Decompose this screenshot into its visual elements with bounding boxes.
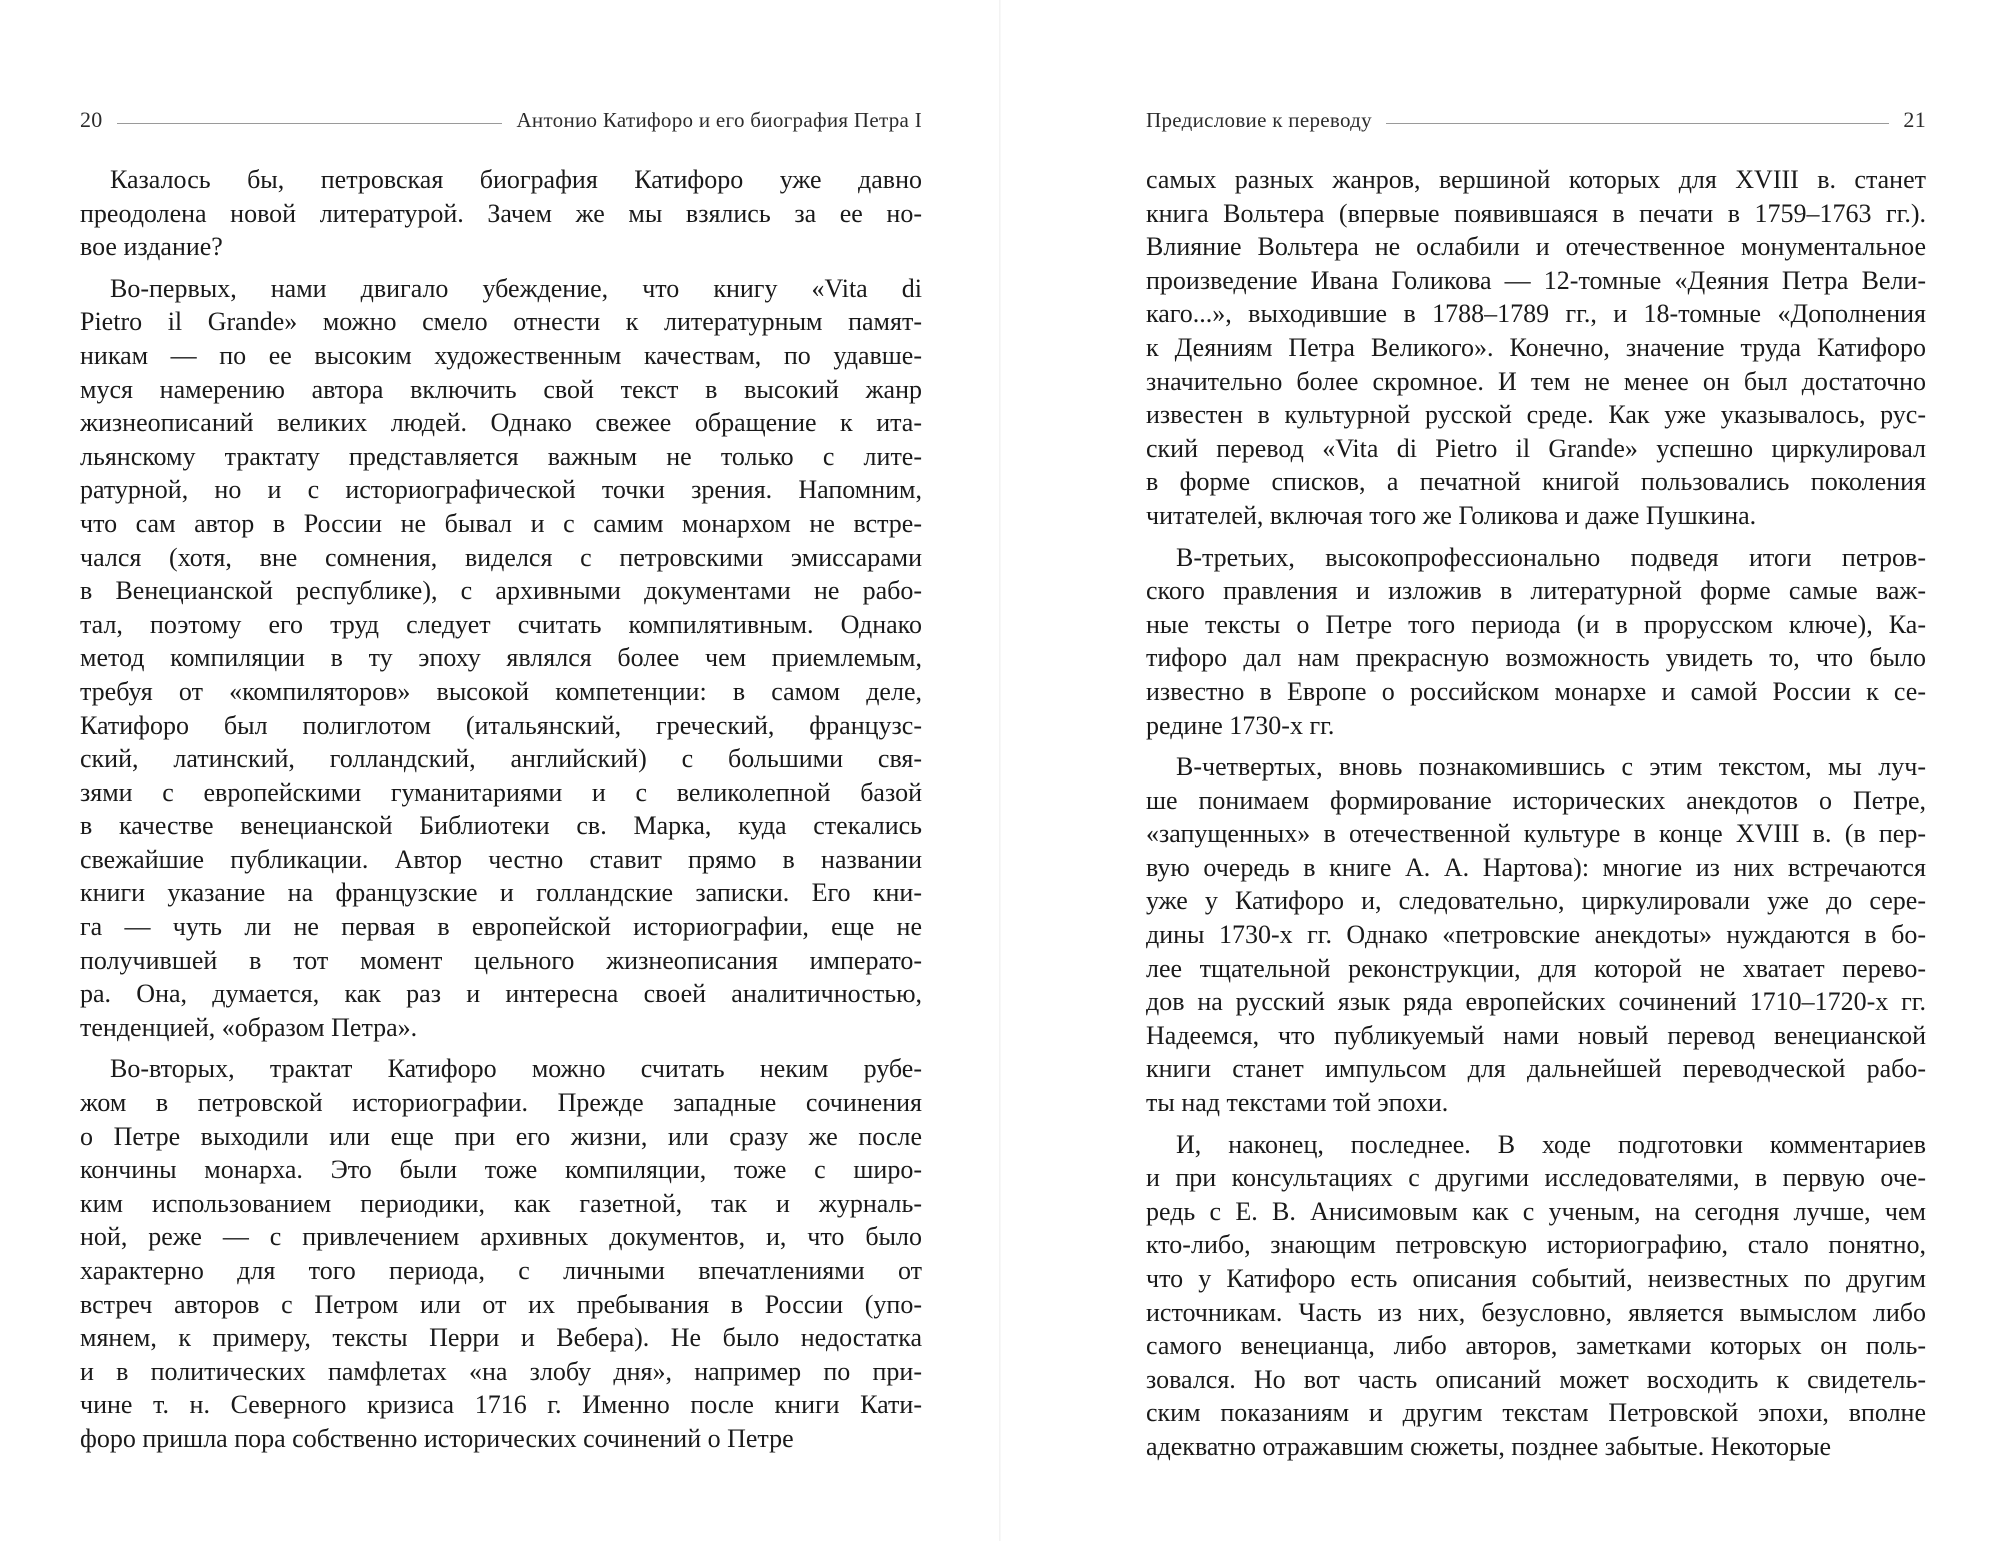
text-line: адекватно отражавшим сюжеты, позднее забытые. Некоторые bbox=[1146, 1431, 1832, 1461]
text-line: ским показаниям и другим текстам Петровской эпохи, вполне bbox=[1146, 1398, 1926, 1428]
text-line: самого венецианца, либо авторов, заметками которых он поль- bbox=[1146, 1331, 1926, 1361]
text-line: что у Катифоро есть описания событий, неизвестных по другим bbox=[1146, 1264, 1926, 1293]
paragraph bbox=[80, 272, 922, 1045]
text-line: редине 1730-х гг. bbox=[1146, 710, 1335, 740]
text-line: ким использованием периодики, как газетной, так и журналь- bbox=[80, 1188, 922, 1218]
left-body-text bbox=[80, 163, 922, 1456]
text-line: ные тексты о Петре того периода (и в прорусском ключе), Ка- bbox=[1146, 609, 1926, 639]
text-line: вое издание? bbox=[80, 232, 223, 262]
text-line: самых разных жанров, вершиной которых для XVIII в. станет bbox=[1146, 165, 1926, 194]
text-line: жом в петровской историографии. Прежде западные сочинения bbox=[80, 1088, 922, 1118]
text-line: Надеемся, что публикуемый нами новый перевод венецианской bbox=[1146, 1020, 1926, 1050]
text-line: книги указание на французские и голландские записки. Его кни- bbox=[80, 878, 922, 908]
text-line: преодолена новой литературой. Зачем же мы взялись за ее но- bbox=[80, 198, 922, 228]
paragraph bbox=[1146, 1128, 1926, 1464]
left-running-head bbox=[80, 105, 922, 135]
text-line: жизнеописаний великих людей. Однако свежее обращение к ита- bbox=[80, 408, 922, 438]
text-line: Казалось бы, петровская биография Катифоро уже давно bbox=[110, 165, 922, 194]
right-page-number: 21 bbox=[1903, 107, 1926, 132]
text-line: ский перевод «Vita di Pietro il Grande» успешно циркулировал bbox=[1146, 433, 1926, 463]
right-body-text bbox=[1146, 163, 1926, 1464]
text-line: известно в Европе о российском монархе и самой России к се- bbox=[1146, 676, 1926, 706]
text-line: известен в культурной русской среде. Как уже указывалось, рус- bbox=[1146, 400, 1926, 430]
text-line: ский, латинский, голландский, английский) с большими свя- bbox=[80, 744, 922, 774]
text-line: характерно для того периода, с личными впечатлениями от bbox=[80, 1256, 922, 1285]
text-line: о Петре выходили или еще при его жизни, или сразу же после bbox=[80, 1121, 922, 1151]
text-line: дины 1730-х гг. Однако «петровские анекдоты» нуждаются в бо- bbox=[1146, 920, 1926, 950]
text-line: требуя от «компиляторов» высокой компетенции: в самом деле, bbox=[80, 676, 922, 706]
text-line: в качестве венецианской Библиотеки св. Марка, куда стекались bbox=[80, 811, 922, 841]
text-line: ра. Она, думается, как раз и интересна своей аналитичностью, bbox=[80, 979, 922, 1009]
paragraph bbox=[80, 1052, 922, 1455]
text-line: тенденцией, «образом Петра». bbox=[80, 1012, 418, 1042]
text-line: Во-вторых, трактат Катифоро можно считать неким рубе- bbox=[110, 1054, 922, 1084]
text-line: га — чуть ли не первая в европейской историографии, еще не bbox=[80, 912, 922, 942]
text-line: что сам автор в России не бывал и с самим монархом не встре- bbox=[80, 508, 922, 538]
text-line: форо пришла пора собственно исторических сочинений о Петре bbox=[80, 1423, 794, 1453]
text-line: дов на русский язык ряда европейских сочинений 1710–1720-х гг. bbox=[1146, 987, 1926, 1017]
paragraph bbox=[80, 163, 922, 264]
text-line: ского правления и изложив в литературной форме самые важ- bbox=[1146, 576, 1926, 606]
text-line: тал, поэтому его труд следует считать компилятивным. Однако bbox=[80, 609, 922, 639]
text-line: к Деяниям Петра Великого». Конечно, значение труда Катифоро bbox=[1146, 332, 1926, 362]
right-running-head-title: Предисловие к переводу bbox=[1146, 107, 1372, 132]
right-page bbox=[1000, 0, 2000, 1541]
text-line: ты над текстами той эпохи. bbox=[1146, 1088, 1449, 1118]
paragraph bbox=[1146, 541, 1926, 743]
text-line: «запущенных» в отечественной культуре в конце XVIII в. (в пер- bbox=[1146, 819, 1926, 849]
text-line: читателей, включая того же Голикова и даже Пушкина. bbox=[1146, 500, 1757, 530]
text-line: редь с Е. В. Анисимовым как с ученым, на сегодня лучше, чем bbox=[1146, 1196, 1926, 1226]
text-line: уже у Катифоро и, следовательно, циркулировали уже до сере- bbox=[1146, 886, 1926, 916]
text-line: вую очередь в книге А. А. Нартова): многие из них встречаются bbox=[1146, 852, 1926, 882]
text-line: книги станет импульсом для дальнейшей переводческой рабо- bbox=[1146, 1054, 1926, 1084]
paragraph bbox=[1146, 163, 1926, 533]
text-line: в Венецианской республике), с архивными документами не рабо- bbox=[80, 576, 922, 606]
text-line: лее тщательной реконструкции, для которой не хватает перево- bbox=[1146, 953, 1926, 983]
text-line: произведение Ивана Голикова — 12-томные «Деяния Петра Вели- bbox=[1146, 265, 1926, 295]
text-line: никам — по ее высоким художественным качествам, по удавше- bbox=[80, 340, 922, 370]
text-line: чался (хотя, вне сомнения, виделся с петровскими эмиссарами bbox=[80, 542, 922, 572]
text-line: значительно более скромное. И тем не менее он был достаточно bbox=[1146, 366, 1926, 396]
text-line: И, наконец, последнее. В ходе подготовки комментариев bbox=[1176, 1129, 1926, 1159]
right-running-head bbox=[1146, 105, 1926, 135]
text-line: Pietro il Grande» можно смело отнести к литературным памят- bbox=[80, 307, 922, 337]
text-line: мянем, к примеру, тексты Перри и Вебера). Не было недостатка bbox=[80, 1323, 922, 1353]
text-line: зями с европейскими гуманитариями и с великолепной базой bbox=[80, 777, 922, 807]
right-head-rule bbox=[1386, 123, 1889, 124]
paragraph bbox=[1146, 750, 1926, 1120]
text-line: и в политических памфлетах «на злобу дня», например по при- bbox=[80, 1356, 922, 1386]
text-line: чине т. н. Северного кризиса 1716 г. Именно после книги Кати- bbox=[80, 1390, 922, 1420]
text-line: ной, реже — с привлечением архивных документов, и, что было bbox=[80, 1222, 922, 1252]
text-line: зовался. Но вот часть описаний может восходить к свидетель- bbox=[1146, 1364, 1926, 1394]
left-head-rule bbox=[117, 123, 503, 124]
text-line: Во-первых, нами двигало убеждение, что книгу «Vita di bbox=[110, 273, 922, 303]
text-line: ше понимаем формирование исторических анекдотов о Петре, bbox=[1146, 785, 1926, 815]
text-line: кончины монарха. Это были тоже компиляции, тоже с широ- bbox=[80, 1155, 922, 1185]
text-line: В-третьих, высокопрофессионально подведя итоги петров- bbox=[1176, 542, 1926, 572]
text-line: в форме списков, а печатной книгой пользовались поколения bbox=[1146, 467, 1926, 497]
text-line: тифоро дал нам прекрасную возможность увидеть то, что было bbox=[1146, 643, 1926, 673]
text-line: кто-либо, знающим петровскую историографию, стало понятно, bbox=[1146, 1230, 1926, 1260]
text-line: метод компиляции в ту эпоху являлся более чем приемлемым, bbox=[80, 643, 922, 673]
text-line: свежайшие публикации. Автор честно ставит прямо в названии bbox=[80, 844, 922, 874]
left-page-number: 20 bbox=[80, 107, 103, 132]
text-line: Влияние Вольтера не ослабили и отечественное монументальное bbox=[1146, 232, 1926, 262]
text-line: книга Вольтера (впервые появившаяся в печати в 1759–1763 гг.). bbox=[1146, 198, 1926, 228]
text-line: В-четвертых, вновь познакомившись с этим текстом, мы луч- bbox=[1176, 752, 1926, 782]
left-running-head-title: Антонио Катифоро и его биография Петра I bbox=[516, 107, 922, 132]
text-line: источникам. Часть из них, безусловно, является вымыслом либо bbox=[1146, 1297, 1926, 1327]
text-line: и при консультациях с другими исследователями, в первую оче- bbox=[1146, 1163, 1926, 1193]
text-line: Катифоро был полиглотом (итальянский, греческий, французс- bbox=[80, 710, 922, 740]
text-line: муся намерению автора включить свой текст в высокий жанр bbox=[80, 374, 922, 404]
text-line: каго...», выходившие в 1788–1789 гг., и 18-томные «Дополнения bbox=[1146, 299, 1926, 329]
text-line: встреч авторов с Петром или от их пребывания в России (упо- bbox=[80, 1289, 922, 1319]
text-line: льянскому трактату представляется важным не только с лите- bbox=[80, 441, 922, 471]
text-line: ратурной, но и с историографической точки зрения. Напомним, bbox=[80, 475, 922, 505]
text-line: получившей в тот момент цельного жизнеописания императо- bbox=[80, 945, 922, 975]
